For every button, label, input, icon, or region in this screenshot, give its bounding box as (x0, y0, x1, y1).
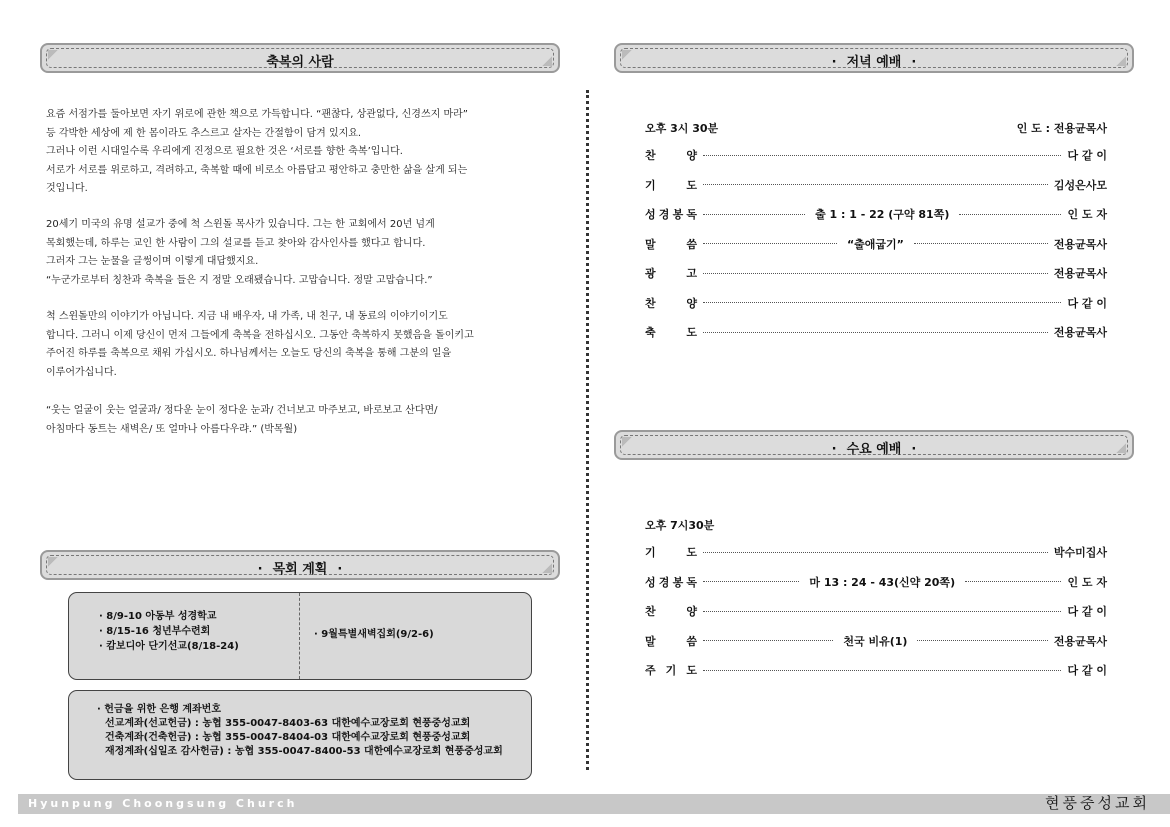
label-char: 경 (658, 575, 670, 589)
label-char: 양 (686, 149, 697, 162)
service-order-row (645, 295, 1107, 311)
bank-account-box (68, 690, 532, 780)
service-order-label (645, 147, 697, 163)
plan-divider (299, 593, 300, 679)
service-order-row (645, 603, 1107, 619)
blessing-paragraph-1 (46, 106, 546, 199)
service-order-person: 인 도 자 (1067, 575, 1107, 589)
leader-dots (703, 214, 805, 215)
service-order-row (645, 662, 1107, 678)
plan-right-item: · 9월특별새벽집회(9/2-6) (314, 629, 434, 640)
label-char: 찬 (645, 149, 656, 162)
service-order-detail: 출 1 : 1 - 22 (구약 81쪽) (815, 208, 950, 221)
service-order-row (645, 206, 1107, 222)
plan-list (99, 609, 239, 654)
service-order-person: 인 도 자 (1067, 208, 1107, 221)
service-order-row (645, 574, 1107, 590)
blessing-header-title: 축복의 사람 (266, 55, 334, 70)
label-char: 기 (645, 178, 656, 192)
service-order-person: 다 같 이 (1067, 664, 1107, 677)
service-order-row (645, 633, 1107, 649)
service-order-row (645, 177, 1107, 193)
leader-dots (703, 640, 833, 641)
label-char: 봉 (672, 575, 684, 589)
label-char: 양 (686, 296, 697, 310)
leader-dots (703, 184, 1048, 185)
paragraph-line: 척 스윈돌만의 이야기가 아닙니다. 지금 내 배우자, 내 가족, 내 친구, 내 동료의 이야기이기도 (46, 311, 448, 322)
service-order-label (645, 603, 697, 619)
service-order-row (645, 544, 1107, 560)
footer-bar (18, 794, 1170, 814)
service-order-label (645, 265, 697, 281)
paragraph-line: 요즘 서점가를 둘아보면 자기 위로에 관한 책으로 가득합니다. “괜찮다, 상관없다, 신경쓰지 마라” (46, 109, 468, 120)
label-char: 성 (645, 208, 656, 221)
label-char: 성 (645, 575, 656, 589)
service-order-person: 전용균목사 (1053, 237, 1108, 251)
paragraph-line: 합니다. 그러니 이제 당신이 먼저 그들에게 축복을 전하십시오. 그동안 축복하지 못했음을 돌이키고 (46, 329, 474, 341)
label-char: 도 (686, 326, 697, 339)
label-char: 기 (665, 664, 677, 677)
service-order-label (645, 544, 697, 560)
wednesday-service-header: · 수요 예배 · (614, 430, 1134, 460)
paragraph-line: “웃는 얼굴이 웃는 얼굴과/ 정다운 눈이 정다운 눈과/ 건너보고 마주보고, 바로보고 산다면/ (46, 405, 438, 416)
paragraph-line: 등 각박한 세상에 제 한 몸이라도 추스르고 살자는 간절함이 담겨 있지요. (46, 127, 362, 139)
bank-line: 선교계좌(선교헌금) : 농협 355-0047-8403-63 대한예수교장로회 현풍중성교회 (105, 718, 471, 729)
service-order-person: 다 같 이 (1067, 296, 1107, 310)
paragraph-line: 목회했는데, 하루는 교인 한 사람이 그의 설교를 듣고 찾아와 감사인사를 했다고 합니다. (46, 237, 426, 249)
bank-title: · 헌금을 위한 은행 계좌번호 (97, 704, 221, 715)
paragraph-line: 그러나 이런 시대일수록 우리에게 진정으로 필요한 것은 ‘서로를 향한 축복’입니다. (46, 146, 403, 157)
evening-service-header: · 저녁 예배 · (614, 43, 1134, 73)
leader-dots (703, 302, 1061, 303)
service-order-row (645, 324, 1107, 340)
service-order-detail: “출애굽기” (846, 237, 904, 251)
label-char: 주 (645, 664, 656, 677)
label-char: 기 (645, 546, 656, 559)
leader-dots (703, 273, 1048, 274)
paragraph-line: 주어진 하루를 축복으로 채워 가십시오. 하나님께서는 오늘도 당신의 축복을 통해 그분의 일을 (46, 348, 452, 359)
leader-dots (703, 552, 1048, 553)
label-char: 양 (686, 605, 697, 618)
blessing-paragraph-3 (46, 308, 546, 382)
label-char: 도 (686, 546, 697, 559)
label-char: 씀 (686, 237, 697, 251)
label-char: 경 (658, 208, 670, 221)
service-order-label (645, 206, 697, 222)
paragraph-line: 아침마다 동트는 새벽은/ 또 얼마나 아름다우랴.” (박목월) (46, 423, 298, 435)
plan-header: · 목회 계획 · (40, 550, 560, 580)
service-order-label (645, 633, 697, 649)
wednesday-service-title: 수요 예배 (846, 442, 902, 457)
service-order-person: 전용균목사 (1053, 267, 1107, 280)
service-order-detail: 마 13 : 24 - 43(신약 20쪽) (809, 575, 956, 589)
bank-line: 재정계좌(십일조 감사헌금) : 농협 355-0047-8400-53 대한예수교장로회 현풍중성교회 (105, 746, 503, 757)
paragraph-line: 서로가 서로를 위로하고, 격려하고, 축복할 때에 비로소 아름답고 평안하고 충만한 삶을 살게 되는 (46, 164, 468, 176)
paragraph-line: 것입니다. (46, 183, 88, 194)
service-order-label (645, 295, 697, 311)
blessing-header (40, 43, 560, 73)
leader-dots (703, 670, 1061, 671)
label-char: 말 (645, 634, 656, 648)
service-order-label (645, 177, 697, 193)
leader-dots (914, 243, 1048, 244)
plan-item: · 8/9-10 아동부 성경학교 (99, 611, 217, 622)
service-order-row (645, 236, 1107, 252)
leader-dots (965, 581, 1061, 582)
leader-dots (703, 332, 1048, 333)
paragraph-line: 이루어가십니다. (46, 366, 117, 378)
paragraph-line: 20세기 미국의 유명 설교가 중에 척 스윈돌 목사가 있습니다. 그는 한 교회에서 20년 넘게 (46, 219, 435, 230)
leader-dots (917, 640, 1047, 641)
service-order-row (645, 265, 1107, 281)
paragraph-line: 그러자 그는 눈물을 글썽이며 이렇게 대답했지요. (46, 256, 259, 267)
label-char: 찬 (645, 296, 656, 310)
label-char: 독 (686, 575, 697, 589)
label-char: 말 (645, 237, 656, 251)
service-order-person: 전용균목사 (1053, 326, 1107, 339)
footer-english-name: Hyunpung Choongsung Church (28, 797, 298, 810)
leader-dots (703, 155, 1061, 156)
service-order-detail: 천국 비유(1) (843, 634, 908, 648)
label-char: 도 (686, 178, 697, 192)
service-order-label (645, 324, 697, 340)
label-char: 찬 (645, 605, 656, 618)
evening-service-title: 저녁 예배 (846, 55, 902, 70)
service-order-label (645, 236, 697, 252)
label-char: 축 (645, 326, 656, 339)
evening-time: 오후 3시 30분 (645, 122, 719, 135)
label-char: 씀 (686, 634, 697, 648)
footer-korean-name: 현풍중성교회 (1045, 794, 1150, 812)
blessing-paragraph-2 (46, 216, 546, 290)
plan-box (68, 592, 532, 680)
plan-item: · 8/15-16 청년부수련회 (99, 626, 211, 637)
paragraph-line: “누군가로부터 칭찬과 축복을 들은 지 정말 오래됐습니다. 고맙습니다. 정말 고맙습니다.” (46, 274, 433, 286)
service-order-person: 김성은사모 (1053, 178, 1107, 192)
label-char: 도 (686, 664, 697, 677)
service-order-person: 박수미집사 (1053, 546, 1107, 559)
plan-header-title: 목회 계획 (272, 562, 328, 577)
bank-line: 건축계좌(건축헌금) : 농협 355-0047-8404-03 대한예수교장로회 현풍중성교회 (105, 732, 471, 743)
blessing-paragraph-4 (46, 402, 546, 439)
label-char: 봉 (672, 208, 684, 221)
service-order-person: 전용균목사 (1053, 634, 1107, 648)
label-char: 광 (645, 267, 656, 280)
evening-leader: 인 도 : 전용균목사 (1016, 122, 1107, 135)
service-order-person: 다 같 이 (1067, 605, 1107, 618)
leader-dots (703, 581, 799, 582)
leader-dots (959, 214, 1061, 215)
service-order-label (645, 662, 697, 678)
label-char: 독 (686, 208, 697, 221)
label-char: 고 (686, 267, 697, 280)
service-order-person: 다 같 이 (1067, 149, 1107, 162)
wednesday-time: 오후 7시30분 (645, 519, 715, 532)
service-order-row (645, 147, 1107, 163)
leader-dots (703, 243, 837, 244)
service-order-label (645, 574, 697, 590)
plan-item: · 캄보디아 단기선교(8/18-24) (99, 641, 239, 652)
leader-dots (703, 611, 1061, 612)
column-divider (586, 90, 589, 770)
